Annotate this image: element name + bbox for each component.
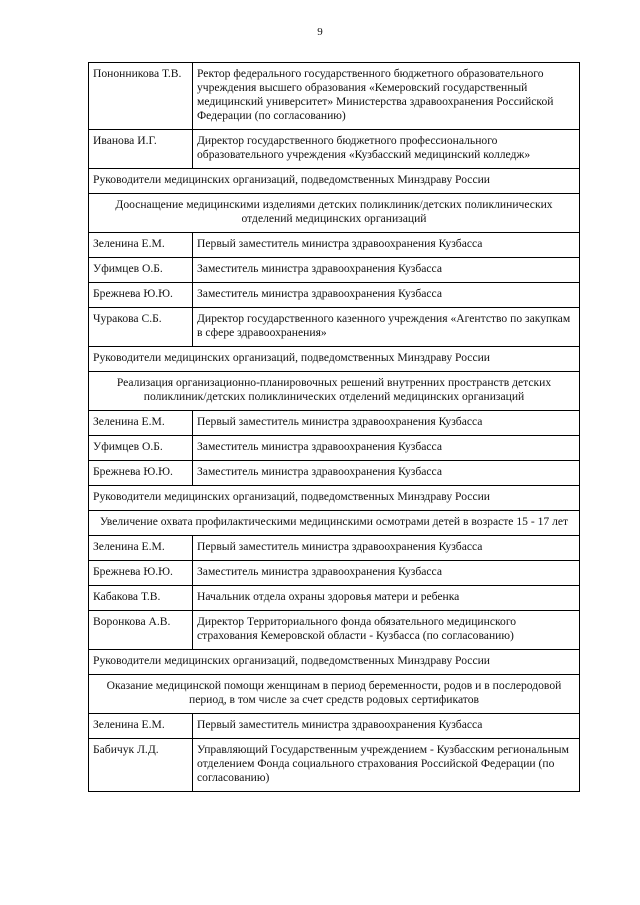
person-name: Бабичук Л.Д. <box>89 739 193 792</box>
person-name: Брежнева Ю.Ю. <box>89 283 193 308</box>
organizations-row <box>89 486 580 511</box>
person-role: Первый заместитель министра здравоохранения Кузбасса <box>193 714 580 739</box>
table-row <box>89 411 580 436</box>
person-role: Первый заместитель министра здравоохранения Кузбасса <box>193 411 580 436</box>
person-role: Начальник отдела охраны здоровья матери и ребенка <box>193 586 580 611</box>
person-name: Зеленина Е.М. <box>89 233 193 258</box>
organizations-note: Руководители медицинских организаций, подведомственных Минздраву России <box>89 347 580 372</box>
person-role: Директор Территориального фонда обязательного медицинского страхования Кемеровской области - Кузбасса (по согласованию) <box>193 611 580 650</box>
page-number: 9 <box>317 26 323 38</box>
table-row <box>89 63 580 130</box>
organizations-note: Руководители медицинских организаций, подведомственных Минздраву России <box>89 486 580 511</box>
person-name: Зеленина Е.М. <box>89 714 193 739</box>
table-row <box>89 586 580 611</box>
person-name: Иванова И.Г. <box>89 130 193 169</box>
organizations-note: Руководители медицинских организаций, подведомственных Минздраву России <box>89 650 580 675</box>
person-role: Заместитель министра здравоохранения Кузбасса <box>193 283 580 308</box>
section-title: Увеличение охвата профилактическими медицинскими осмотрами детей в возрасте 15 - 17 лет <box>89 511 580 536</box>
organizations-note: Руководители медицинских организаций, подведомственных Минздраву России <box>89 169 580 194</box>
person-name: Уфимцев О.Б. <box>89 258 193 283</box>
person-name: Брежнева Ю.Ю. <box>89 461 193 486</box>
person-name: Брежнева Ю.Ю. <box>89 561 193 586</box>
table-row <box>89 561 580 586</box>
person-name: Кабакова Т.В. <box>89 586 193 611</box>
table-row <box>89 283 580 308</box>
organizations-row <box>89 650 580 675</box>
table-row <box>89 130 580 169</box>
person-name: Зеленина Е.М. <box>89 411 193 436</box>
table-row <box>89 461 580 486</box>
person-role: Заместитель министра здравоохранения Кузбасса <box>193 561 580 586</box>
section-title: Реализация организационно-планировочных решений внутренних пространств детских поликлиник/детских поликлинических отделений медицинских организаций <box>89 372 580 411</box>
section-title: Оказание медицинской помощи женщинам в период беременности, родов и в послеродовой период, в том числе за счет средств родовых сертификатов <box>89 675 580 714</box>
table-row <box>89 258 580 283</box>
person-role: Директор государственного казенного учреждения «Агентство по закупкам в сфере здравоохранения» <box>193 308 580 347</box>
person-role: Заместитель министра здравоохранения Кузбасса <box>193 258 580 283</box>
person-name: Воронкова А.В. <box>89 611 193 650</box>
person-role: Первый заместитель министра здравоохранения Кузбасса <box>193 536 580 561</box>
person-name: Пононникова Т.В. <box>89 63 193 130</box>
section-title: Дооснащение медицинскими изделиями детских поликлиник/детских поликлинических отделений медицинских организаций <box>89 194 580 233</box>
section-header-row <box>89 675 580 714</box>
person-role: Управляющий Государственным учреждением - Кузбасским региональным отделением Фонда социального страхования Российской Федерации (по согласованию) <box>193 739 580 792</box>
table-row <box>89 436 580 461</box>
table-body <box>89 63 580 792</box>
person-role: Директор государственного бюджетного профессионального образовательного учреждения «Кузбасский медицинский колледж» <box>193 130 580 169</box>
person-name: Зеленина Е.М. <box>89 536 193 561</box>
table-row <box>89 714 580 739</box>
organizations-row <box>89 347 580 372</box>
table-row <box>89 536 580 561</box>
table-row <box>89 739 580 792</box>
table-row <box>89 233 580 258</box>
person-role: Заместитель министра здравоохранения Кузбасса <box>193 461 580 486</box>
person-role: Первый заместитель министра здравоохранения Кузбасса <box>193 233 580 258</box>
table-row <box>89 308 580 347</box>
person-role: Ректор федерального государственного бюджетного образовательного учреждения высшего образования «Кемеровский государственный медицинский университет» Министерства здравоохранения Российской Федерации (по согласованию) <box>193 63 580 130</box>
person-role: Заместитель министра здравоохранения Кузбасса <box>193 436 580 461</box>
organizations-row <box>89 169 580 194</box>
table-row <box>89 611 580 650</box>
section-header-row <box>89 372 580 411</box>
responsibility-table <box>88 62 580 792</box>
person-name: Уфимцев О.Б. <box>89 436 193 461</box>
section-header-row <box>89 194 580 233</box>
section-header-row <box>89 511 580 536</box>
person-name: Чуракова С.Б. <box>89 308 193 347</box>
